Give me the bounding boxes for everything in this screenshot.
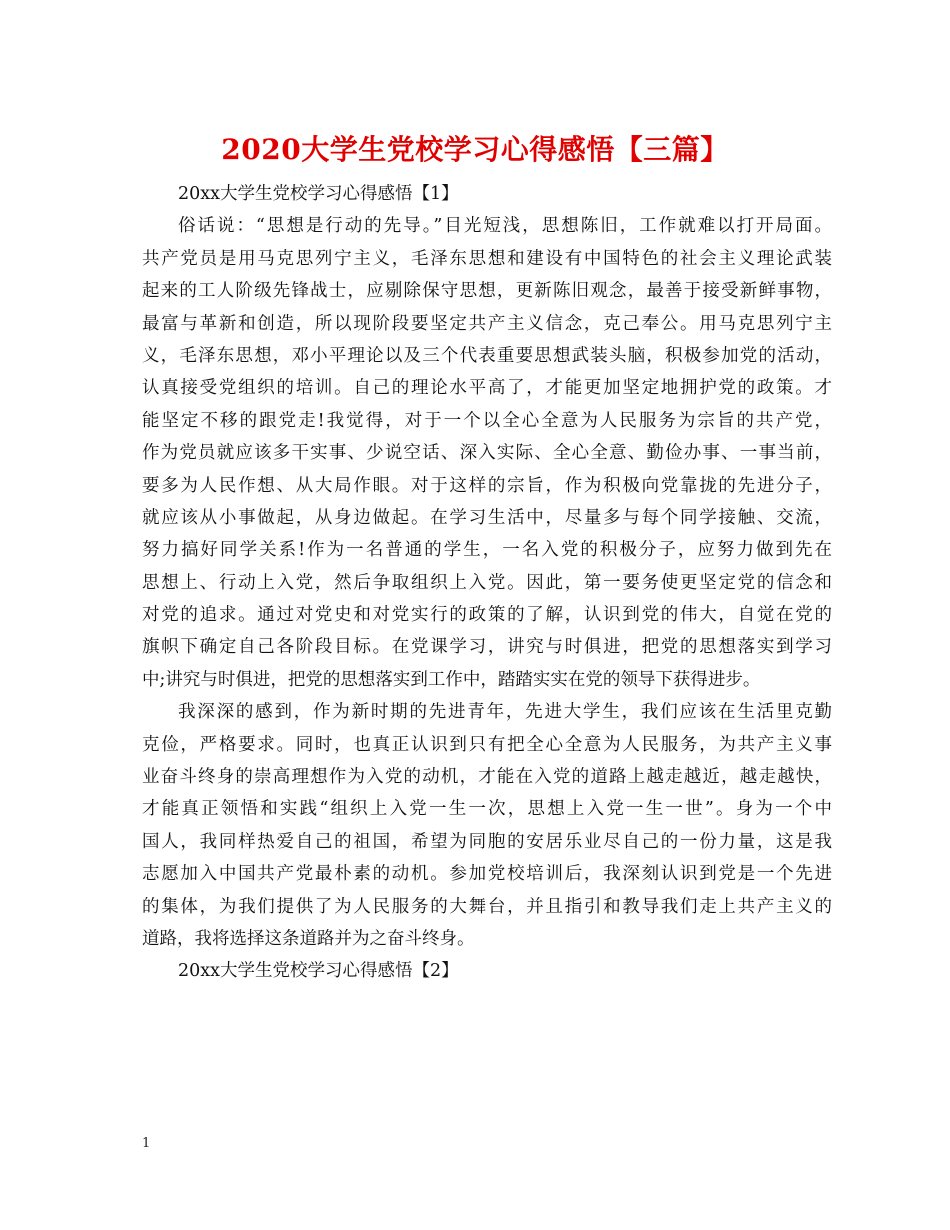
section-heading: 20xx大学生党校学习心得感悟【2】 (178, 961, 459, 982)
text-line: 最富与革新和创造，所以现阶段要坚定共产主义信念，克己奉公。用马克思列宁主 (142, 313, 832, 334)
text-line: 共产党员是用马克思列宁主义，毛泽东思想和建设有中国特色的社会主义理论武装 (142, 248, 832, 269)
text-line: 志愿加入中国共产党最朴素的动机。参加党校培训后，我深刻认识到党是一个先进 (142, 864, 832, 885)
text-line: 才能真正领悟和实践“组织上入党一生一次，思想上入党一生一世”。身为一个中 (142, 799, 832, 820)
text-line: 义，毛泽东思想，邓小平理论以及三个代表重要思想武装头脑，积极参加党的活动， (142, 345, 832, 366)
paragraph (142, 696, 832, 955)
document-body (142, 178, 832, 988)
text-line: 的集体，为我们提供了为人民服务的大舞台，并且指引和教导我们走上共产主义的 (142, 896, 832, 917)
section-heading: 20xx大学生党校学习心得感悟【1】 (178, 184, 459, 204)
text-line: 旗帜下确定自己各阶段目标。在党课学习，讲究与时俱进，把党的思想落实到学习 (142, 637, 832, 658)
document-title: 2020大学生党校学习心得感悟【三篇】 (221, 133, 729, 166)
text-line: 认真接受党组织的培训。自己的理论水平高了，才能更加坚定地拥护党的政策。才 (142, 378, 832, 399)
text-line: 要多为人民作想、从大局作眼。对于这样的宗旨，作为积极向党靠拢的先进分子， (142, 475, 832, 496)
text-line: 业奋斗终身的崇高理想作为入党的动机，才能在入党的道路上越走越近，越走越快， (142, 767, 832, 788)
text-line: 克俭，严格要求。同时，也真正认识到只有把全心全意为人民服务，为共产主义事 (142, 734, 832, 755)
text-line: 中;讲究与时俱进，把党的思想落实到工作中，踏踏实实在党的领导下获得进步。 (142, 669, 761, 690)
text-line: 能坚定不移的跟党走!我觉得，对于一个以全心全意为人民服务为宗旨的共产党， (142, 410, 832, 431)
text-line: 就应该从小事做起，从身边做起。在学习生活中，尽量多与每个同学接触、交流， (142, 507, 832, 528)
paragraph (142, 210, 832, 696)
page-number: 1 (142, 1136, 151, 1151)
text-line: 我深深的感到，作为新时期的先进青年，先进大学生，我们应该在生活里克勤 (178, 702, 832, 723)
text-line: 国人，我同样热爱自己的祖国，希望为同胞的安居乐业尽自己的一份力量，这是我 (142, 831, 832, 852)
text-line: 作为党员就应该多干实事、少说空话、深入实际、全心全意、勤俭办事、一事当前， (142, 443, 832, 464)
text-line: 道路，我将选择这条道路并为之奋斗终身。 (142, 928, 475, 949)
text-line: 俗话说：“思想是行动的先导。”目光短浅，思想陈旧，工作就难以打开局面。 (178, 216, 832, 237)
text-line: 努力搞好同学关系!作为一名普通的学生，一名入党的积极分子，应努力做到先在 (142, 540, 832, 561)
text-line: 起来的工人阶级先锋战士，应剔除保守思想，更新陈旧观念，最善于接受新鲜事物， (142, 281, 832, 302)
text-line: 对党的追求。通过对党史和对党实行的政策的了解，认识到党的伟大，自觉在党的 (142, 605, 832, 626)
text-line: 思想上、行动上入党，然后争取组织上入党。因此，第一要务使更坚定党的信念和 (142, 572, 832, 593)
